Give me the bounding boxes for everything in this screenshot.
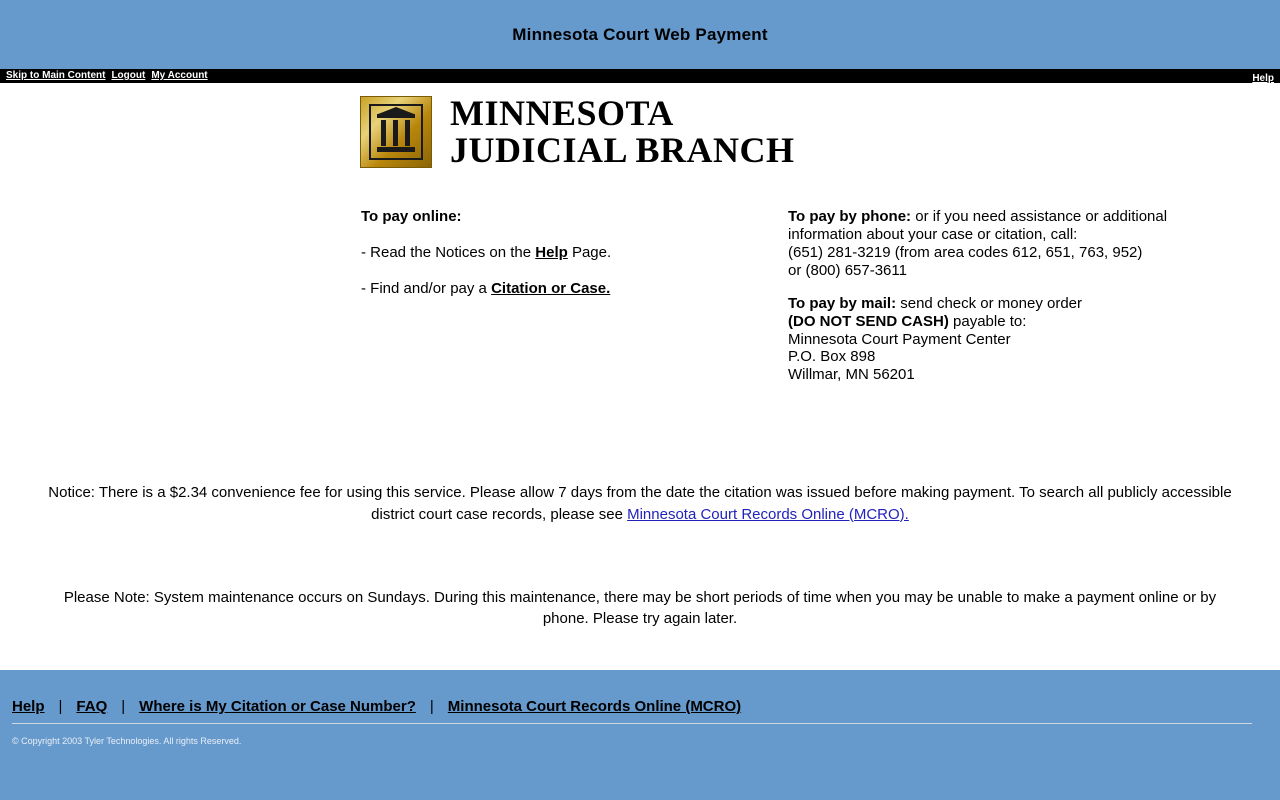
wordmark-line2: JUDICIAL BRANCH — [450, 129, 795, 170]
page-footer — [0, 670, 1280, 800]
accessibility-bar — [0, 69, 1280, 83]
pay-phone-mail-column — [788, 208, 1208, 399]
do-not-send-cash-text: (DO NOT SEND CASH) — [788, 312, 949, 330]
window-titlebar — [0, 0, 1280, 69]
info-section — [0, 208, 1280, 438]
footer-separator-2: | — [121, 698, 126, 715]
footer-separator-3: | — [429, 698, 434, 715]
pay-online-item2-prefix: - Find and/or pay a — [361, 280, 492, 298]
maintenance-notice-text: Please Note: System maintenance occurs on Sundays. During this maintenance, there may be short periods of time when you may be unable to make a payment online or by phone. Please try again later. — [63, 589, 1217, 628]
skip-to-main-content-link[interactable]: Skip to Main Content — [6, 70, 106, 81]
footer-link-faq[interactable]: FAQ — [76, 698, 108, 715]
pay-by-phone-line3: or (800) 657-3611 — [788, 261, 907, 279]
pay-online-item-help — [361, 244, 741, 261]
page-title: Minnesota Court Web Payment — [512, 24, 768, 44]
footer-inner — [0, 670, 1280, 800]
pay-by-mail-heading: To pay by mail: — [788, 295, 897, 313]
my-account-link[interactable]: My Account — [151, 70, 208, 81]
convenience-fee-notice — [0, 482, 1280, 525]
pay-by-phone-block — [788, 208, 1208, 279]
footer-link-help[interactable]: Help — [12, 698, 45, 715]
accessibility-bar-right — [1252, 68, 1274, 85]
mcro-link-notice[interactable]: Minnesota Court Records Online (MCRO). — [627, 505, 909, 523]
help-page-link[interactable]: Help — [535, 244, 568, 262]
copyright-text: © Copyright 2003 Tyler Technologies. All rights Reserved. — [12, 736, 242, 746]
mail-address-line2: P.O. Box 898 — [788, 348, 876, 366]
pay-by-mail-block — [788, 295, 1208, 383]
pay-by-phone-text: or if you need assistance or additional information about your case or citation, call: — [788, 208, 1168, 244]
pay-online-heading — [361, 208, 741, 225]
accessibility-bar-left — [6, 71, 208, 81]
footer-link-where-is-my-citation[interactable]: Where is My Citation or Case Number? — [139, 698, 416, 715]
pay-online-item-citation — [361, 280, 741, 297]
mail-address-line1: Minnesota Court Payment Center — [788, 330, 1011, 348]
pay-online-heading-text: To pay online: — [361, 208, 462, 226]
pay-online-item1-prefix: - Read the Notices on the — [361, 244, 536, 262]
citation-or-case-link[interactable]: Citation or Case. — [491, 280, 611, 298]
pillar-seal-icon — [360, 96, 432, 168]
wordmark — [450, 95, 795, 168]
footer-link-mcro[interactable]: Minnesota Court Records Online (MCRO) — [447, 698, 742, 715]
branding-header — [0, 83, 1280, 168]
wordmark-line1: MINNESOTA — [450, 93, 674, 133]
pay-by-mail-text: send check or money order — [896, 295, 1083, 313]
logout-link[interactable]: Logout — [111, 70, 146, 81]
help-link-topbar[interactable]: Help — [1252, 72, 1274, 84]
payable-to-text: payable to: — [948, 312, 1027, 330]
pay-online-item1-suffix: Page. — [567, 244, 612, 262]
convenience-fee-notice-text: Notice: There is a $2.34 convenience fee for using this service. Please allow 7 days from the date the citation was issued before making payment. To search all publicly accessible district court case records, please see — [48, 484, 1232, 523]
pay-by-phone-line2: (651) 281-3219 (from area codes 612, 651, 763, 952) — [788, 243, 1143, 261]
footer-separator-1: | — [58, 698, 63, 715]
pay-by-phone-heading: To pay by phone: — [788, 208, 912, 226]
footer-links — [12, 698, 1252, 724]
mail-address-line3: Willmar, MN 56201 — [788, 365, 915, 383]
pay-online-column — [361, 208, 741, 316]
maintenance-notice — [0, 587, 1280, 630]
